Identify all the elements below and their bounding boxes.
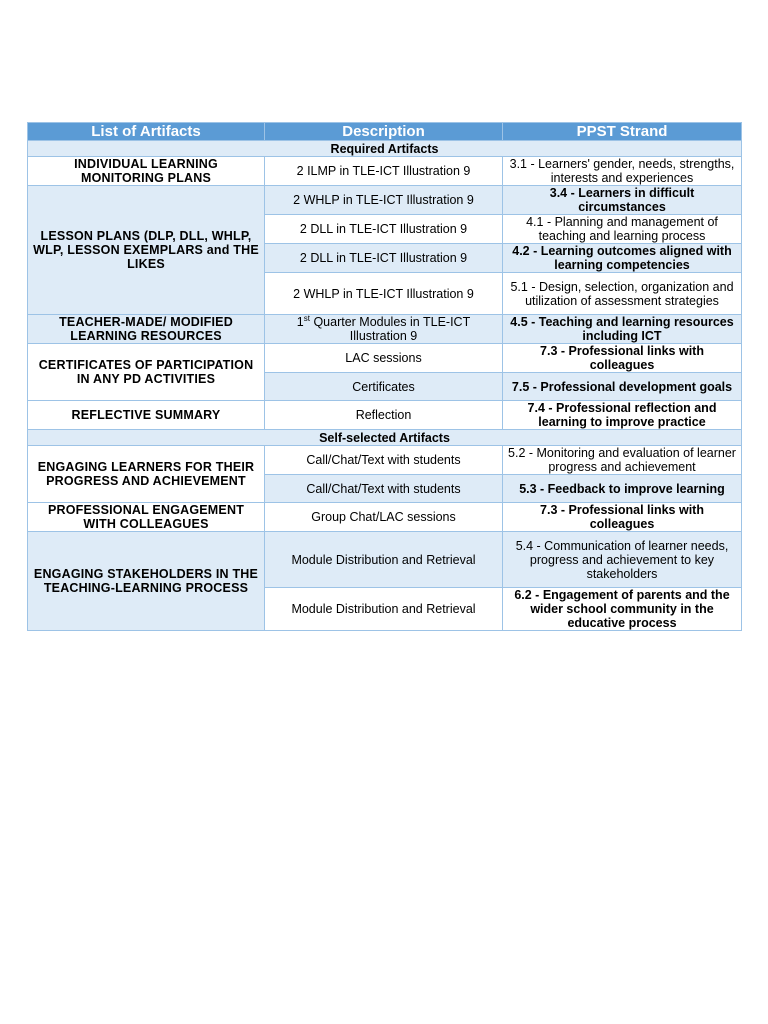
artifact-engaging-stakeholders: ENGAGING STAKEHOLDERS IN THE TEACHING-LEARNING PROCESS bbox=[28, 532, 265, 631]
table-row bbox=[28, 157, 742, 186]
strand-cell: 3.4 - Learners in difficult circumstances bbox=[503, 186, 742, 215]
table-header-row bbox=[28, 123, 742, 141]
section-row-self-selected bbox=[28, 430, 742, 446]
artifact-lesson-plans: LESSON PLANS (DLP, DLL, WHLP, WLP, LESSON EXEMPLARS and THE LIKES bbox=[28, 186, 265, 315]
table-row bbox=[28, 401, 742, 430]
strand-line: 5.4 - Communication of learner needs, bbox=[515, 538, 729, 553]
strand-cell: 5.1 - Design, selection, organization and utilization of assessment strategies bbox=[503, 273, 742, 315]
ordinal-number: 1 bbox=[296, 315, 304, 329]
table-row bbox=[28, 344, 742, 373]
description-cell: Certificates bbox=[265, 373, 503, 401]
description-cell: 2 WHLP in TLE-ICT Illustration 9 bbox=[265, 273, 503, 315]
table-row bbox=[28, 503, 742, 532]
section-title-required: Required Artifacts bbox=[28, 141, 742, 157]
artifact-learning-resources: TEACHER-MADE/ MODIFIED LEARNING RESOURCES bbox=[28, 315, 265, 344]
artifact-certificates: CERTIFICATES OF PARTICIPATION IN ANY PD ACTIVITIES bbox=[28, 344, 265, 401]
description-cell: 2 ILMP in TLE-ICT Illustration 9 bbox=[265, 157, 503, 186]
strand-cell: 5.2 - Monitoring and evaluation of learner progress and achievement bbox=[503, 446, 742, 475]
strand-cell: 7.4 - Professional reflection and learning to improve practice bbox=[503, 401, 742, 430]
strand-cell: 5.3 - Feedback to improve learning bbox=[503, 475, 742, 503]
description-cell: Reflection bbox=[265, 401, 503, 430]
table-row bbox=[28, 315, 742, 344]
strand-cell: 7.3 - Professional links with colleagues bbox=[503, 344, 742, 373]
header-description: Description bbox=[265, 123, 503, 141]
strand-cell: 3.1 - Learners' gender, needs, strengths, interests and experiences bbox=[503, 157, 742, 186]
description-cell: 2 DLL in TLE-ICT Illustration 9 bbox=[265, 215, 503, 244]
description-cell: Module Distribution and Retrieval bbox=[265, 532, 503, 588]
artifact-engaging-learners: ENGAGING LEARNERS FOR THEIR PROGRESS AND ACHIEVEMENT bbox=[28, 446, 265, 503]
strand-cell: 6.2 - Engagement of parents and the wider school community in the educative process bbox=[503, 588, 742, 631]
artifact-professional-engagement: PROFESSIONAL ENGAGEMENT WITH COLLEAGUES bbox=[28, 503, 265, 532]
artifact-ilmp: INDIVIDUAL LEARNING MONITORING PLANS bbox=[28, 157, 265, 186]
section-row-required bbox=[28, 141, 742, 157]
description-cell bbox=[265, 315, 503, 344]
description-cell: Call/Chat/Text with students bbox=[265, 446, 503, 475]
header-ppst-strand: PPST Strand bbox=[503, 123, 742, 141]
table-row bbox=[28, 532, 742, 588]
artifact-reflective-summary: REFLECTIVE SUMMARY bbox=[28, 401, 265, 430]
description-cell: LAC sessions bbox=[265, 344, 503, 373]
strand-cell: 4.2 - Learning outcomes aligned with learning competencies bbox=[503, 244, 742, 273]
table-row bbox=[28, 446, 742, 475]
description-cell: 2 WHLP in TLE-ICT Illustration 9 bbox=[265, 186, 503, 215]
description-cell: Call/Chat/Text with students bbox=[265, 475, 503, 503]
artifacts-table bbox=[27, 122, 742, 631]
description-cell: Group Chat/LAC sessions bbox=[265, 503, 503, 532]
strand-cell: 4.5 - Teaching and learning resources including ICT bbox=[503, 315, 742, 344]
description-cell: 2 DLL in TLE-ICT Illustration 9 bbox=[265, 244, 503, 273]
ordinal-suffix: st bbox=[303, 313, 310, 323]
strand-cell: 7.5 - Professional development goals bbox=[503, 373, 742, 401]
strand-cell bbox=[503, 532, 742, 588]
strand-line: progress and achievement to key stakeholders bbox=[529, 552, 715, 581]
section-title-self-selected: Self-selected Artifacts bbox=[28, 430, 742, 446]
header-list-of-artifacts: List of Artifacts bbox=[28, 123, 265, 141]
description-cell: Module Distribution and Retrieval bbox=[265, 588, 503, 631]
strand-cell: 7.3 - Professional links with colleagues bbox=[503, 503, 742, 532]
description-rest: Quarter Modules in TLE-ICT Illustration 9 bbox=[309, 315, 471, 343]
strand-cell: 4.1 - Planning and management of teaching and learning process bbox=[503, 215, 742, 244]
table-row bbox=[28, 186, 742, 215]
